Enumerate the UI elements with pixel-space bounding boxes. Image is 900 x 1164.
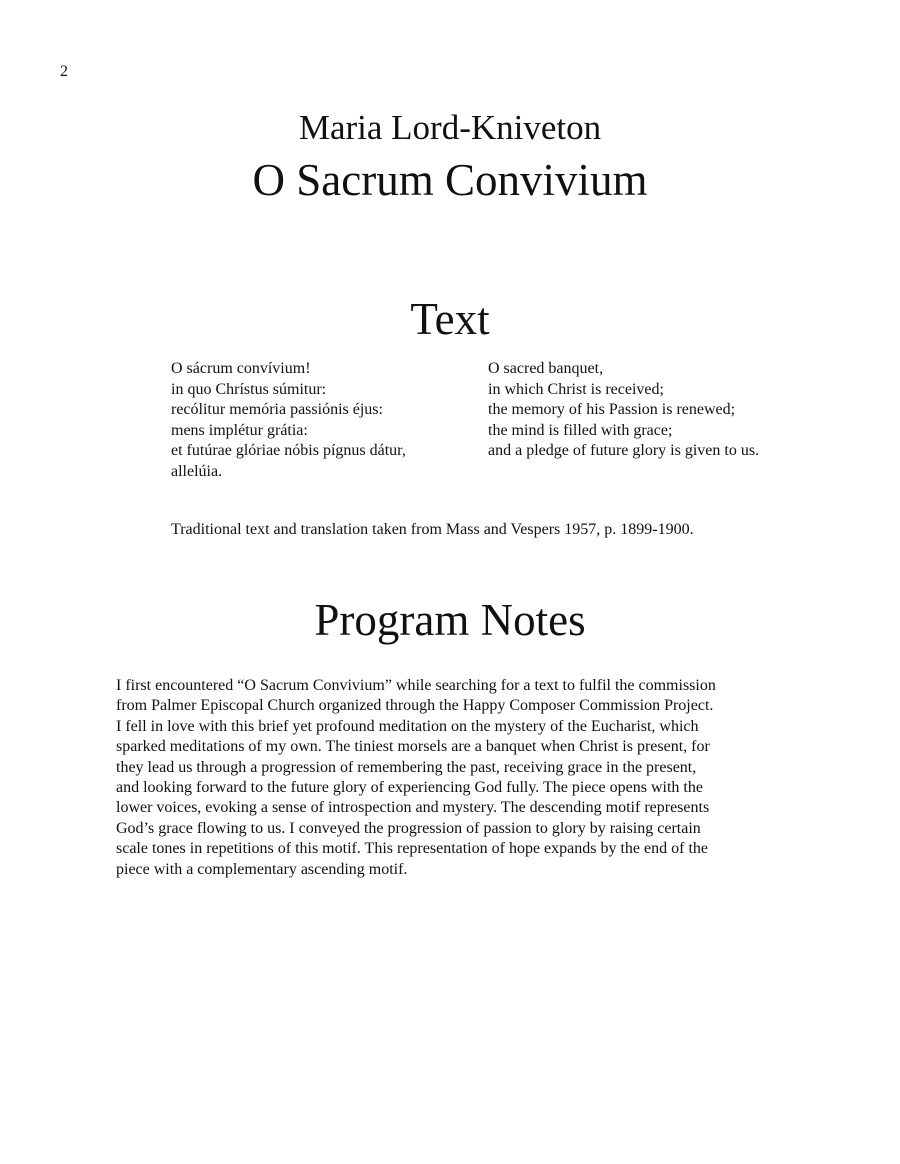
- latin-line: et futúrae glóriae nóbis pígnus dátur,: [171, 442, 406, 459]
- notes-line: they lead us through a progression of remembering the past, receiving grace in the present,: [116, 758, 697, 776]
- program-notes-body: [116, 676, 716, 880]
- notes-line: God’s grace flowing to us. I conveyed the progression of passion to glory by raising certain: [116, 819, 701, 837]
- english-translation-column: [488, 359, 759, 462]
- program-notes-heading: Program Notes: [314, 595, 586, 645]
- text-source-citation: Traditional text and translation taken from Mass and Vespers 1957, p. 1899-1900.: [171, 521, 694, 538]
- english-line: in which Christ is received;: [488, 380, 664, 398]
- english-line: and a pledge of future glory is given to us.: [488, 442, 760, 459]
- latin-line: mens implétur grátia:: [171, 421, 308, 439]
- notes-line: and looking forward to the future glory of experiencing God fully. The piece opens with the: [116, 779, 703, 797]
- composer-name: Maria Lord-Kniveton: [298, 108, 602, 147]
- latin-line: recólitur memória passiónis éjus:: [171, 401, 383, 418]
- work-title: O Sacrum Convivium: [252, 155, 648, 205]
- page-number: 2: [60, 63, 68, 80]
- latin-line: in quo Chrístus súmitur:: [171, 380, 327, 398]
- english-line: the mind is filled with grace;: [488, 421, 673, 439]
- text-section-heading: Text: [410, 294, 490, 344]
- latin-text-column: [171, 359, 406, 482]
- latin-line: allelúia.: [171, 462, 223, 480]
- notes-line: sparked meditations of my own. The tiniest morsels are a banquet when Christ is present, for: [116, 738, 710, 756]
- notes-line: piece with a complementary ascending motif.: [116, 860, 408, 878]
- notes-line: from Palmer Episcopal Church organized through the Happy Composer Commission Project.: [116, 697, 714, 715]
- notes-line: I first encountered “O Sacrum Convivium” while searching for a text to fulfil the commission: [116, 677, 716, 694]
- notes-line: I fell in love with this brief yet profound meditation on the mystery of the Eucharist, which: [116, 717, 699, 735]
- notes-line: scale tones in repetitions of this motif. This representation of hope expands by the end of the: [116, 840, 709, 858]
- latin-line: O sácrum convívium!: [171, 360, 311, 377]
- english-line: O sacred banquet,: [488, 360, 604, 377]
- notes-line: lower voices, evoking a sense of introspection and mystery. The descending motif represents: [116, 799, 710, 817]
- english-line: the memory of his Passion is renewed;: [488, 401, 736, 418]
